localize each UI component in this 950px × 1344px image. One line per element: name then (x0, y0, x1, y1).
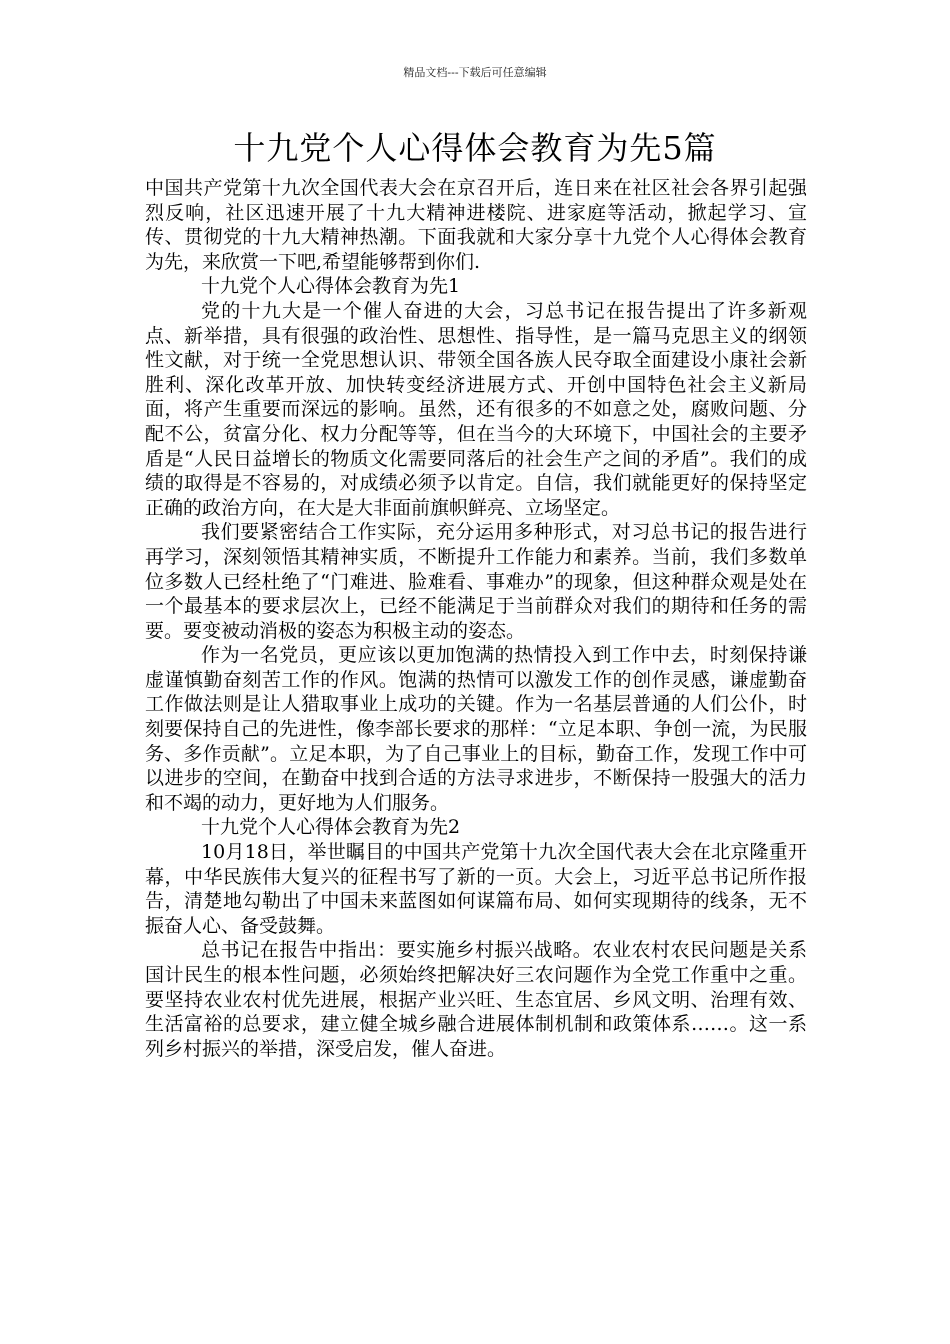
section-heading-2: 十九党个人心得体会教育为先2 (201, 816, 461, 839)
paragraph: 总书记在报告中指出：要实施乡村振兴战略。农业农村农民问题是关系国计民生的根本性问题，必须始终把解决好三农问题作为全党工作重中之重。要坚持农业农村优先进展，根据产业兴旺、生态宜居、乡风文明、治理有效、生活富裕的总要求，建立健全城乡融合进展体制机制和政策体系……。这一系列乡村振兴的举措，深受启发，催人奋进。 (145, 939, 807, 1060)
paragraph: 10月18日，举世瞩目的中国共产党第十九次全国代表大会在北京隆重开幕，中华民族伟大复兴的征程书写了新的一页。大会上，习近平总书记所作报告，清楚地勾勒出了中国未来蓝图如何谋篇布局、如何实现期待的线条，无不振奋人心、备受鼓舞。 (145, 841, 807, 937)
paragraph: 党的十九大是一个催人奋进的大会，习总书记在报告提出了许多新观点、新举措，具有很强的政治性、思想性、指导性，是一篇马克思主义的纲领性文献，对于统一全党思想认识、带领全国各族人民夺取全面建设小康社会新胜利、深化改革开放、加快转变经济进展方式、开创中国特色社会主义新局面，将产生重要而深远的影响。虽然，还有很多的不如意之处，腐败问题、分配不公，贫富分化、权力分配等等，但在当今的大环境下，中国社会的主要矛盾是“人民日益增长的物质文化需要同落后的社会生产之间的矛盾”。我们的成绩的取得是不容易的，对成绩必须予以肯定。自信，我们就能更好的保持坚定正确的政治方向，在大是大非面前旗帜鲜亮、立场坚定。 (145, 299, 807, 519)
document-body (145, 176, 807, 1061)
section-heading-1: 十九党个人心得体会教育为先1 (201, 275, 461, 298)
document-title: 十九党个人心得体会教育为先5篇 (233, 129, 717, 167)
intro-paragraph: 中国共产党第十九次全国代表大会在京召开后，连日来在社区社会各界引起强烈反响，社区迅速开展了十九大精神进楼院、进家庭等活动，掀起学习、宣传、贯彻党的十九大精神热潮。下面我就和大家分享十九党个人心得体会教育为先，来欣赏一下吧,希望能够帮到你们. (145, 177, 807, 273)
paragraph: 作为一名党员，更应该以更加饱满的热情投入到工作中去，时刻保持谦虚谨慎勤奋刻苦工作的作风。饱满的热情可以激发工作的创作灵感，谦虚勤奋工作做法则是让人猎取事业上成功的关键。作为一名基层普通的人们公仆，时刻要保持自己的先进性，像李部长要求的那样：“立足本职、争创一流，为民服务、多作贡献”。立足本职，为了自己事业上的目标，勤奋工作，发现工作中可以进步的空间，在勤奋中找到合适的方法寻求进步，不断保持一股强大的活力和不竭的动力，更好地为人们服务。 (145, 644, 807, 814)
paragraph: 我们要紧密结合工作实际，充分运用多种形式，对习总书记的报告进行再学习，深刻领悟其精神实质，不断提升工作能力和素养。当前，我们多数单位多数人已经杜绝了“门难进、脸难看、事难办”的现象，但这种群众观是处在一个最基本的要求层次上，已经不能满足于当前群众对我们的期待和任务的需要。要变被动消极的姿态为积极主动的姿态。 (145, 521, 807, 642)
header-note: 精品文档---下载后可任意编辑 (403, 66, 547, 79)
